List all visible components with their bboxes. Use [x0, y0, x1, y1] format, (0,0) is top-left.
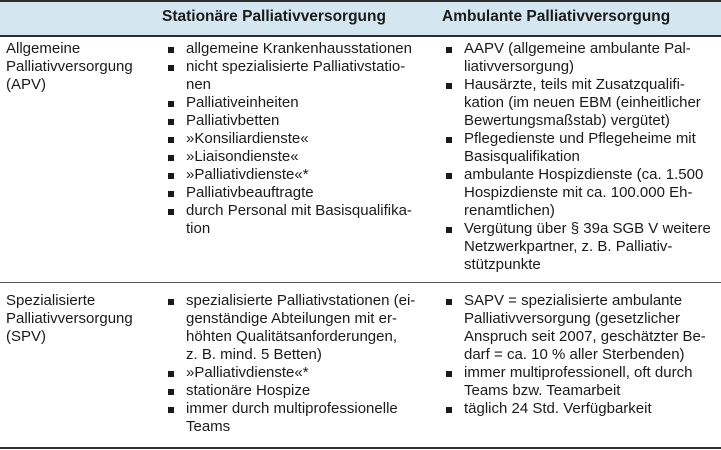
bullet: [446, 299, 452, 305]
bullet: [168, 119, 174, 125]
bullet: [446, 137, 452, 143]
row-label-spv: Spezialisierte: [6, 292, 96, 309]
bullet: [446, 371, 452, 377]
list-item: täglich 24 Std. Verfügbarkeit: [464, 400, 652, 417]
bullet: [446, 47, 452, 53]
list-item: z. B. mind. 5 Betten): [186, 346, 322, 363]
bullet: [168, 371, 174, 377]
list-item: tion: [186, 220, 211, 237]
bullet: [168, 155, 174, 161]
list-item: Hausärzte, teils mit Zusatzqualifi-: [464, 76, 685, 93]
bullet: [168, 299, 174, 305]
list-item: Bewertungsmaßstab) vergütet): [464, 112, 670, 129]
bullet: [446, 173, 452, 179]
list-item: »Palliativdienste«*: [186, 166, 309, 183]
list-item: Vergütung über § 39a SGB V weitere: [464, 220, 711, 237]
row-label-apv: Palliativversorgung: [6, 58, 133, 75]
list-item: stationäre Hospize: [186, 382, 311, 399]
bullet: [168, 47, 174, 53]
table-header-rule: [0, 35, 721, 37]
list-item: Teams: [186, 418, 231, 435]
list-item: allgemeine Krankenhausstationen: [186, 40, 412, 57]
list-item: Hospizdienste mit ca. 100.000 Eh-: [464, 184, 693, 201]
bullet: [168, 173, 174, 179]
list-item: Palliativeinheiten: [186, 94, 299, 111]
list-item: ambulante Hospizdienste (ca. 1.500: [464, 166, 704, 183]
list-item: darf = ca. 10 % aller Sterbenden): [464, 346, 685, 363]
row-label-spv: Palliativversorgung: [6, 310, 133, 327]
list-item: Palliativversorgung (gesetzlicher: [464, 310, 680, 327]
list-item: »Konsiliardienste«: [186, 130, 309, 147]
list-item: Palliativbeauftragte: [186, 184, 314, 201]
bullet: [446, 227, 452, 233]
row-label-apv: Allgemeine: [6, 40, 81, 57]
list-item: Basisqualifikation: [464, 148, 580, 165]
row-label-spv: (SPV): [6, 328, 47, 345]
list-item: SAPV = spezialisierte ambulante: [464, 292, 683, 309]
list-item: genständige Abteilungen mit er-: [186, 310, 397, 327]
list-item: nen: [186, 76, 212, 93]
bullet: [168, 65, 174, 71]
list-item: Netzwerkpartner, z. B. Palliativ-: [464, 238, 673, 255]
list-item: immer durch multiprofessionelle: [186, 400, 398, 417]
list-item: Palliativbetten: [186, 112, 280, 129]
list-item: AAPV (allgemeine ambulante Pal-: [464, 40, 691, 57]
table-row-divider: [0, 282, 721, 283]
list-item: höhten Qualitätsanforderungen,: [186, 328, 397, 345]
list-item: durch Personal mit Basisqualifika-: [186, 202, 412, 219]
row-label-apv: (APV): [6, 76, 47, 93]
bullet: [168, 191, 174, 197]
list-item: »Liaisondienste«: [186, 148, 299, 165]
table-bottom-rule: [0, 447, 721, 449]
list-item: nicht spezialisierte Palliativstatio-: [186, 58, 406, 75]
bullet: [446, 83, 452, 89]
list-item: renamtlichen): [464, 202, 555, 219]
list-item: »Palliativdienste«*: [186, 364, 309, 381]
bullet: [168, 101, 174, 107]
list-item: Teams bzw. Teamarbeit: [464, 382, 621, 399]
column-header-ambulant: Ambulante Palliativversorgung: [442, 8, 671, 25]
table-top-rule: [0, 0, 721, 2]
bullet: [168, 209, 174, 215]
list-item: Anspruch seit 2007, geschätzter Be-: [464, 328, 706, 345]
list-item: Pflegedienste und Pflegeheime mit: [464, 130, 696, 147]
list-item: kation (im neuen EBM (einheitlicher: [464, 94, 701, 111]
list-item: liativversorgung): [464, 58, 575, 75]
column-header-stationaer: Stationäre Palliativversorgung: [162, 8, 386, 25]
list-item: spezialisierte Palliativstationen (ei-: [186, 292, 416, 309]
bullet: [168, 407, 174, 413]
bullet: [446, 407, 452, 413]
bullet: [168, 137, 174, 143]
list-item: immer multiprofessionell, oft durch: [464, 364, 693, 381]
bullet: [168, 389, 174, 395]
list-item: stützpunkte: [464, 256, 541, 273]
